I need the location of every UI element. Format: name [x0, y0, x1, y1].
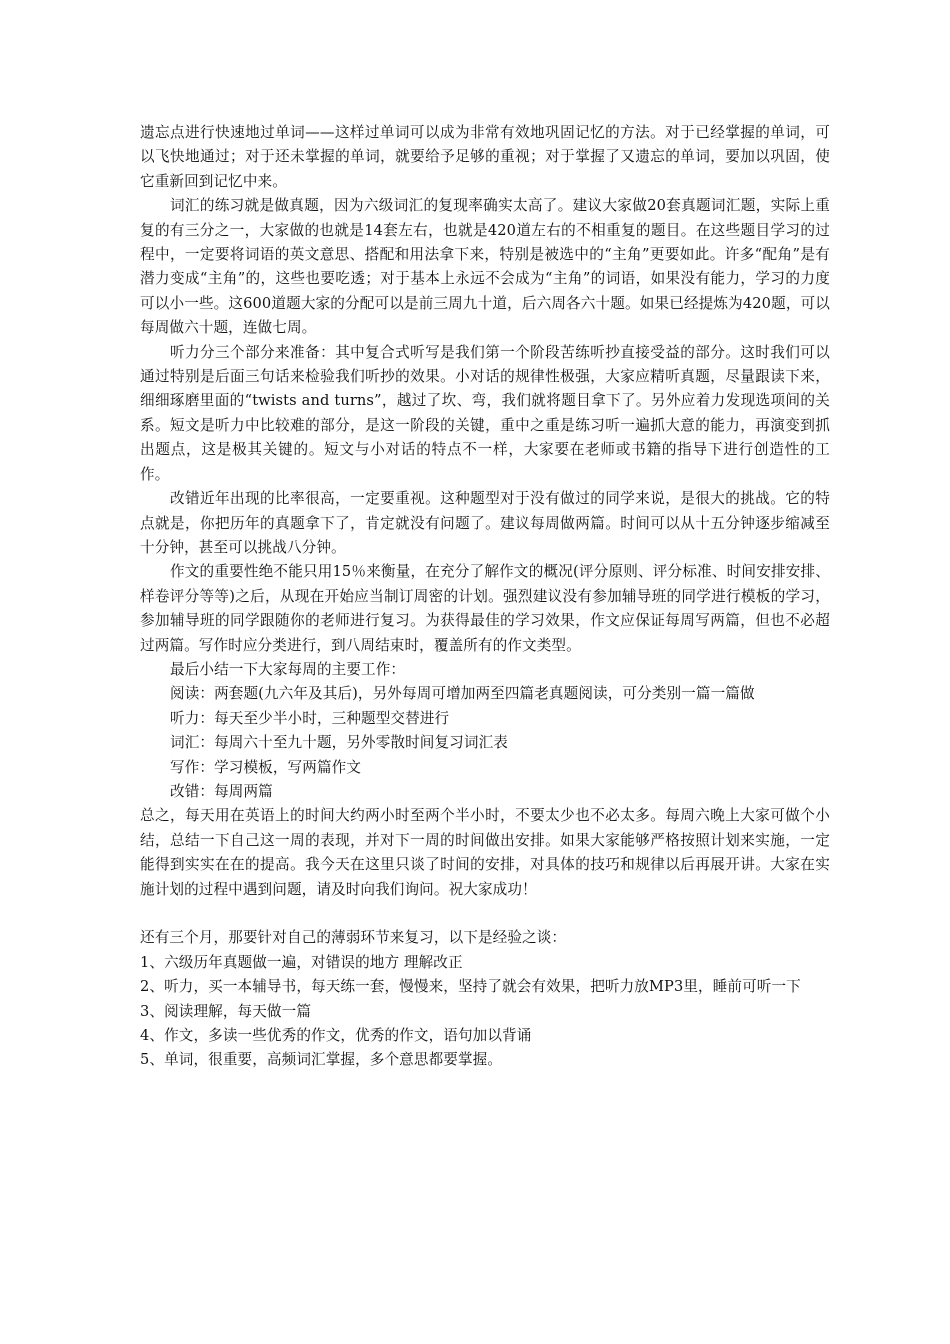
- document-page: [140, 121, 830, 1073]
- weekly-item-writing: 写作：学习模板，写两篇作文: [170, 758, 362, 776]
- paragraph-vocabulary: 词汇的练习就是做真题，因为六级词汇的复现率确实太高了。建议大家做20套真题词汇题，实际上重复的有三分之一，大家做的也就是14套左右，也就是420道左右的不相重复的题目。在这些题目学习的过程中，一定要将词语的英文意思、搭配和用法拿下来，特别是被选中的“主角”更要如此。许多“配角”是有潜力变成“主角”的，这些也要吃透；对于基本上永远不会成为“主角”的词语，如果没有能力，学习的力度可以小一些。这600道题大家的分配可以是前三周九十道，后六周各六十题。如果已经提炼为420题，可以每周做六十题，连做七周。: [140, 197, 830, 337]
- paragraph-writing: 作文的重要性绝不能只用15％来衡量，在充分了解作文的概况(评分原则、评分标准、时间安排安排、样卷评分等等)之后，从现在开始应当制订周密的计划。强烈建议没有参加辅导班的同学进行模板的学习，参加辅导班的同学跟随你的老师进行复习。为获得最佳的学习效果，作文应保证每周写两篇，但也不必超过两篇。写作时应分类进行，到八周结束时，覆盖所有的作文类型。: [140, 563, 830, 654]
- paragraph-listening: 听力分三个部分来准备：其中复合式听写是我们第一个阶段苦练听抄直接受益的部分。这时我们可以通过特别是后面三句话来检验我们听抄的效果。小对话的规律性极强，大家应精听真题，尽量跟读下来，细细琢磨里面的“twists and turns”，越过了坎、弯，我们就将题目拿下了。另外应着力发现选项间的关系。短文是听力中比较难的部分，是这一阶段的关键，重中之重是练习听一遍抓大意的能力，再演变到抓出题点，这是极其关键的。短文与小对话的特点不一样，大家要在老师或书籍的指导下进行创造性的工作。: [140, 343, 830, 483]
- weekly-item-listening: 听力：每天至少半小时，三种题型交替进行: [170, 709, 450, 727]
- paragraph-conclusion: 总之，每天用在英语上的时间大约两小时至两个半小时，不要太少也不必太多。每周六晚上大家可做个小结，总结一下自己这一周的表现，并对下一周的时间做出安排。如果大家能够严格按照计划来实施，一定能得到实实在在的提高。我今天在这里只谈了时间的安排，对具体的技巧和规律以后再展开讲。大家在实施计划的过程中遇到问题，请及时向我们询问。祝大家成功！: [140, 807, 830, 898]
- tip-item-3: 3、阅读理解，每天做一篇: [140, 1002, 312, 1020]
- blank-line: [140, 902, 830, 926]
- tip-item-5: 5、单词，很重要，高频词汇掌握，多个意思都要掌握。: [140, 1051, 503, 1069]
- tip-item-2: 2、听力，买一本辅导书，每天练一套，慢慢来，坚持了就会有效果，把听力放MP3里，睡前可听一下: [140, 978, 801, 996]
- tips-intro: 还有三个月，那要针对自己的薄弱环节来复习，以下是经验之谈：: [140, 929, 567, 947]
- weekly-item-correction: 改错：每周两篇: [170, 782, 273, 800]
- tip-item-4: 4、作文，多读一些优秀的作文，优秀的作文，语句加以背诵: [140, 1027, 532, 1045]
- paragraph-error-correction: 改错近年出现的比率很高，一定要重视。这种题型对于没有做过的同学来说，是很大的挑战。它的特点就是，你把历年的真题拿下了，肯定就没有问题了。建议每周做两篇。时间可以从十五分钟逐步缩减至十分钟，甚至可以挑战八分钟。: [140, 490, 830, 556]
- paragraph-review-words: 遗忘点进行快速地过单词——这样过单词可以成为非常有效地巩固记忆的方法。对于已经掌握的单词，可以飞快地通过；对于还未掌握的单词，就要给予足够的重视；对于掌握了又遗忘的单词，要加以巩固，使它重新回到记忆中来。: [140, 124, 830, 190]
- tip-item-1: 1、六级历年真题做一遍，对错误的地方 理解改正: [140, 953, 463, 971]
- weekly-item-reading: 阅读：两套题(九六年及其后)，另外每周可增加两至四篇老真题阅读，可分类别一篇一篇做: [170, 685, 755, 703]
- weekly-item-vocabulary: 词汇：每周六十至九十题，另外零散时间复习词汇表: [170, 734, 508, 752]
- paragraph-summary-intro: 最后小结一下大家每周的主要工作：: [170, 660, 406, 678]
